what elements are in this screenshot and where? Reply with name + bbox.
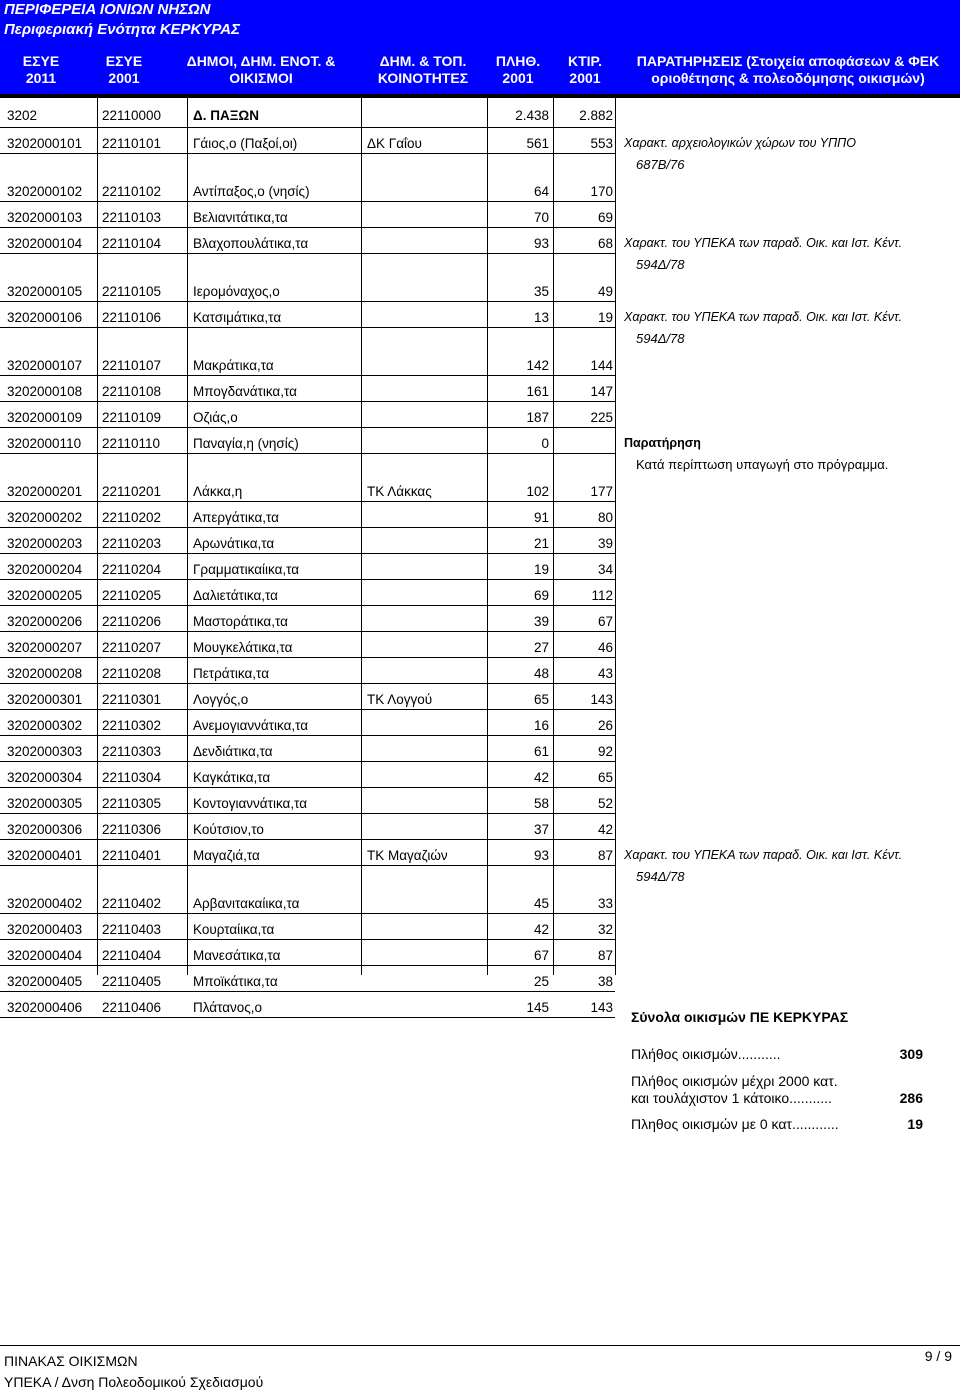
row-esye2001: 22110302 <box>102 718 162 733</box>
row-settlement-name: Κοντογιαννάτικα,τα <box>193 796 308 811</box>
row-esye2001: 22110105 <box>102 284 162 299</box>
row-settlement-name: Βελιανιτάτικα,τα <box>193 210 288 225</box>
row-esye2011: 3202000303 <box>7 744 83 759</box>
row-settlement-name: Γραμματικαίικα,τα <box>193 562 300 577</box>
row-settlement-name: Αντίπαξος,ο (νησίς) <box>193 184 310 199</box>
footer-table-name: ΠΙΝΑΚΑΣ ΟΙΚΙΣΜΩΝ <box>4 1353 138 1369</box>
row-population: 27 <box>533 640 549 655</box>
row-settlement-name: Μακράτικα,τα <box>193 358 274 373</box>
row-community: ΤΚ Λάκκας <box>367 484 432 499</box>
row-population: 161 <box>526 384 549 399</box>
row-settlement-name: Κατσιμάτικα,τα <box>193 310 282 325</box>
row-divider <box>0 253 615 254</box>
row-esye2011: 3202000201 <box>7 484 83 499</box>
row-population: 64 <box>533 184 549 199</box>
col-divider-4 <box>487 94 488 975</box>
col-buildings: ΚΤΙΡ. 2001 <box>568 53 602 86</box>
col-divider-6 <box>615 94 616 975</box>
unit-row <box>0 104 960 129</box>
row-settlement-name: Ιερομόναχος,ο <box>193 284 280 299</box>
row-divider <box>0 939 615 940</box>
table-row <box>0 232 960 279</box>
row-buildings: 225 <box>590 410 613 425</box>
row-divider <box>0 657 615 658</box>
row-esye2011: 3202000205 <box>7 588 83 603</box>
row-divider <box>0 865 615 866</box>
table-row <box>0 132 960 179</box>
row-divider <box>0 683 615 684</box>
row-divider <box>0 631 615 632</box>
row-population: 145 <box>526 1000 549 1015</box>
row-divider <box>0 605 615 606</box>
unit-esye2001: 22110000 <box>102 108 162 123</box>
row-esye2011: 3202000107 <box>7 358 83 373</box>
row-esye2001: 22110406 <box>102 1000 162 1015</box>
row-population: 187 <box>526 410 549 425</box>
row-esye2001: 22110102 <box>102 184 162 199</box>
row-esye2011: 3202000402 <box>7 896 83 911</box>
row-esye2001: 22110405 <box>102 974 162 989</box>
unit-title: Περιφεριακή Ενότητα ΚΕΡΚΥΡΑΣ <box>4 21 240 38</box>
row-population: 16 <box>533 718 549 733</box>
row-buildings: 69 <box>597 210 613 225</box>
row-buildings: 143 <box>590 692 613 707</box>
table-row <box>0 844 960 891</box>
row-divider <box>0 453 615 454</box>
row-divider <box>0 201 615 202</box>
row-buildings: 144 <box>590 358 613 373</box>
row-divider <box>0 227 615 228</box>
row-divider <box>0 1017 615 1018</box>
row-buildings: 67 <box>597 614 613 629</box>
row-settlement-name: Απεργάτικα,τα <box>193 510 279 525</box>
row-settlement-name: Ανεμογιαννάτικα,τα <box>193 718 309 733</box>
summary-under2000-label-1: Πλήθος οικισμών μέχρι 2000 κατ. <box>631 1073 838 1089</box>
row-note-title: Παρατήρηση <box>624 436 701 450</box>
col-divider-2 <box>187 94 188 975</box>
row-esye2001: 22110201 <box>102 484 162 499</box>
footer-department: ΥΠΕΚΑ / Δνση Πολεοδομικού Σχεδιασμού <box>4 1374 264 1390</box>
table-row <box>0 306 960 353</box>
col-esye2011: ΕΣΥΕ 2011 <box>22 53 60 86</box>
row-population: 69 <box>533 588 549 603</box>
row-esye2011: 3202000208 <box>7 666 83 681</box>
row-esye2011: 3202000304 <box>7 770 83 785</box>
row-esye2001: 22110303 <box>102 744 162 759</box>
row-divider <box>0 153 615 154</box>
row-esye2001: 22110104 <box>102 236 162 251</box>
row-esye2011: 3202000403 <box>7 922 83 937</box>
col-divider-1 <box>97 94 98 975</box>
row-buildings: 92 <box>597 744 613 759</box>
row-esye2011: 3202000105 <box>7 284 83 299</box>
row-esye2011: 3202000106 <box>7 310 83 325</box>
row-note-detail: 594Δ/78 <box>636 869 685 884</box>
row-esye2001: 22110204 <box>102 562 162 577</box>
row-divider <box>0 761 615 762</box>
row-settlement-name: Λάκκα,η <box>193 484 243 499</box>
row-population: 25 <box>533 974 549 989</box>
row-population: 142 <box>526 358 549 373</box>
row-divider <box>0 401 615 402</box>
row-population: 48 <box>533 666 549 681</box>
unit-population: 2.438 <box>515 108 549 123</box>
row-settlement-name: Μαγαζιά,τα <box>193 848 260 863</box>
row-population: 70 <box>533 210 549 225</box>
row-esye2001: 22110107 <box>102 358 162 373</box>
row-settlement-name: Δενδιάτικα,τα <box>193 744 273 759</box>
table-row <box>0 432 960 479</box>
row-esye2001: 22110106 <box>102 310 162 325</box>
row-esye2011: 3202000206 <box>7 614 83 629</box>
row-esye2001: 22110306 <box>102 822 162 837</box>
summary-title: Σύνολα οικισμών ΠΕ ΚΕΡΚΥΡΑΣ <box>631 1009 849 1025</box>
row-buildings: 80 <box>597 510 613 525</box>
row-buildings: 170 <box>590 184 613 199</box>
row-note-detail: 687Β/76 <box>636 157 685 172</box>
row-note-title: Χαρακτ. του ΥΠΕΚΑ των παραδ. Οικ. και Ιστ. Κέντ. <box>624 848 903 862</box>
row-buildings: 33 <box>597 896 613 911</box>
row-esye2011: 3202000203 <box>7 536 83 551</box>
row-population: 93 <box>533 236 549 251</box>
row-settlement-name: Μουγκελάτικα,τα <box>193 640 293 655</box>
col-municipality: ΔΗΜΟΙ, ΔΗΜ. ΕΝΟΤ. & ΟΙΚΙΣΜΟΙ <box>186 53 336 86</box>
summary-count-value: 309 <box>899 1046 923 1062</box>
row-note-detail: 594Δ/78 <box>636 257 685 272</box>
row-population: 19 <box>533 562 549 577</box>
row-buildings: 46 <box>597 640 613 655</box>
row-divider <box>0 579 615 580</box>
header-separator <box>0 94 960 98</box>
row-population: 93 <box>533 848 549 863</box>
row-divider <box>0 501 615 502</box>
row-divider <box>0 301 615 302</box>
row-settlement-name: Μποϊκάτικα,τα <box>193 974 278 989</box>
row-divider <box>0 709 615 710</box>
row-settlement-name: Παναγία,η (νησίς) <box>193 436 299 451</box>
row-buildings: 32 <box>597 922 613 937</box>
row-divider <box>0 375 615 376</box>
row-esye2011: 3202000207 <box>7 640 83 655</box>
row-buildings: 42 <box>597 822 613 837</box>
row-buildings: 49 <box>597 284 613 299</box>
row-population: 91 <box>533 510 549 525</box>
footer-line <box>0 1345 960 1346</box>
row-divider <box>0 527 615 528</box>
row-divider <box>0 839 615 840</box>
row-esye2011: 3202000405 <box>7 974 83 989</box>
row-divider <box>0 813 615 814</box>
row-note-detail: Κατά περίπτωση υπαγωγή στο πρόγραμμα. <box>636 457 889 472</box>
row-settlement-name: Δαλιετάτικα,τα <box>193 588 278 603</box>
summary-zero-label: Πληθος οικισμών με 0 κατ............ <box>631 1116 839 1132</box>
row-settlement-name: Πλάτανος,ο <box>193 1000 263 1015</box>
row-buildings: 26 <box>597 718 613 733</box>
row-settlement-name: Λογγός,ο <box>193 692 249 707</box>
row-esye2011: 3202000301 <box>7 692 83 707</box>
row-divider <box>0 427 615 428</box>
row-population: 42 <box>533 922 549 937</box>
col-community: ΔΗΜ. & ΤΟΠ. ΚΟΙΝΟΤΗΤΕΣ <box>377 53 469 86</box>
row-esye2011: 3202000108 <box>7 384 83 399</box>
row-buildings: 112 <box>591 588 613 603</box>
row-settlement-name: Αρβανιτακαίικα,τα <box>193 896 300 911</box>
summary-count-label: Πλήθος οικισμών........... <box>631 1046 781 1062</box>
row-settlement-name: Καγκάτικα,τα <box>193 770 271 785</box>
row-settlement-name: Μανεσάτικα,τα <box>193 948 281 963</box>
row-note-title: Χαρακτ. του ΥΠΕΚΑ των παραδ. Οικ. και Ιστ. Κέντ. <box>624 310 903 324</box>
row-divider <box>0 787 615 788</box>
row-community: ΤΚ Μαγαζιών <box>367 848 448 863</box>
row-esye2001: 22110202 <box>102 510 162 525</box>
row-esye2001: 22110101 <box>102 136 162 151</box>
row-buildings: 143 <box>590 1000 613 1015</box>
row-esye2011: 3202000202 <box>7 510 83 525</box>
row-esye2001: 22110108 <box>102 384 162 399</box>
row-settlement-name: Γάιος,ο (Παξοί,οι) <box>193 136 298 151</box>
unit-name: Δ. ΠΑΞΩΝ <box>193 108 259 123</box>
unit-buildings: 2.882 <box>579 108 613 123</box>
row-settlement-name: Κουρταίικα,τα <box>193 922 275 937</box>
row-population: 42 <box>533 770 549 785</box>
row-esye2001: 22110208 <box>102 666 162 681</box>
row-population: 67 <box>533 948 549 963</box>
row-esye2001: 22110401 <box>102 848 162 863</box>
region-title: ΠΕΡΙΦΕΡΕΙΑ ΙΟΝΙΩΝ ΝΗΣΩΝ <box>4 1 211 18</box>
summary-under2000-label-2: και τουλάχιστον 1 κάτοικο........... <box>631 1090 832 1106</box>
row-buildings: 43 <box>597 666 613 681</box>
row-esye2001: 22110110 <box>102 436 161 451</box>
row-buildings: 553 <box>590 136 613 151</box>
row-esye2001: 22110103 <box>102 210 162 225</box>
row-note-title: Χαρακτ. αρχειολογικών χώρων του ΥΠΠΟ <box>624 136 856 150</box>
row-esye2011: 3202000302 <box>7 718 83 733</box>
row-esye2001: 22110403 <box>102 922 162 937</box>
row-community: ΔΚ Γαΐου <box>367 136 422 151</box>
row-population: 561 <box>526 136 549 151</box>
row-esye2001: 22110404 <box>102 948 162 963</box>
col-population: ΠΛΗΘ. 2001 <box>495 53 541 86</box>
row-population: 65 <box>533 692 549 707</box>
row-esye2011: 3202000110 <box>7 436 82 451</box>
unit-esye2011: 3202 <box>7 108 38 123</box>
col-esye2001: ΕΣΥΕ 2001 <box>105 53 143 86</box>
row-population: 13 <box>533 310 549 325</box>
row-note-detail: 594Δ/78 <box>636 331 685 346</box>
row-buildings: 147 <box>590 384 613 399</box>
col-notes: ΠΑΡΑΤΗΡΗΣΕΙΣ (Στοιχεία αποφάσεων & ΦΕΚ οριοθέτησης & πολεοδόμησης οικισμών) <box>636 53 940 86</box>
row-divider <box>0 913 615 914</box>
summary-under2000-value: 286 <box>899 1090 923 1106</box>
row-population: 35 <box>533 284 549 299</box>
row-divider <box>0 553 615 554</box>
row-esye2011: 3202000102 <box>7 184 83 199</box>
row-population: 39 <box>533 614 549 629</box>
row-esye2011: 3202000305 <box>7 796 83 811</box>
row-esye2011: 3202000406 <box>7 1000 83 1015</box>
row-settlement-name: Αρωνάτικα,τα <box>193 536 275 551</box>
row-population: 37 <box>533 822 549 837</box>
row-divider <box>0 991 615 992</box>
row-esye2011: 3202000404 <box>7 948 83 963</box>
row-population: 45 <box>533 896 549 911</box>
col-divider-5 <box>553 94 554 975</box>
row-buildings: 39 <box>597 536 613 551</box>
row-esye2011: 3202000204 <box>7 562 83 577</box>
row-buildings: 68 <box>597 236 613 251</box>
row-settlement-name: Μπογδανάτικα,τα <box>193 384 297 399</box>
row-esye2011: 3202000401 <box>7 848 83 863</box>
row-esye2001: 22110304 <box>102 770 162 785</box>
row-population: 102 <box>526 484 549 499</box>
row-buildings: 87 <box>597 848 613 863</box>
row-esye2001: 22110402 <box>102 896 162 911</box>
row-buildings: 65 <box>597 770 613 785</box>
row-divider <box>0 965 615 966</box>
row-population: 58 <box>533 796 549 811</box>
row-esye2001: 22110109 <box>102 410 162 425</box>
row-settlement-name: Βλαχοπουλάτικα,τα <box>193 236 309 251</box>
col-divider-3 <box>361 94 362 975</box>
row-divider <box>0 327 615 328</box>
row-settlement-name: Κούτσιον,το <box>193 822 264 837</box>
row-settlement-name: Μαστοράτικα,τα <box>193 614 288 629</box>
row-esye2001: 22110203 <box>102 536 162 551</box>
row-buildings: 177 <box>590 484 613 499</box>
row-esye2001: 22110205 <box>102 588 162 603</box>
row-esye2001: 22110301 <box>102 692 162 707</box>
row-esye2011: 3202000306 <box>7 822 83 837</box>
row-buildings: 38 <box>597 974 613 989</box>
row-esye2011: 3202000104 <box>7 236 83 251</box>
row-esye2001: 22110206 <box>102 614 162 629</box>
row-note-title: Χαρακτ. του ΥΠΕΚΑ των παραδ. Οικ. και Ιστ. Κέντ. <box>624 236 903 250</box>
row-buildings: 34 <box>597 562 613 577</box>
row-population: 0 <box>541 436 549 451</box>
row-community: ΤΚ Λογγού <box>367 692 433 707</box>
row-divider <box>0 735 615 736</box>
row-esye2001: 22110305 <box>102 796 162 811</box>
row-esye2001: 22110207 <box>102 640 162 655</box>
row-buildings: 87 <box>597 948 613 963</box>
row-population: 21 <box>533 536 549 551</box>
row-buildings: 52 <box>597 796 613 811</box>
footer-page-number: 9 / 9 <box>924 1348 952 1364</box>
row-esye2011: 3202000103 <box>7 210 83 225</box>
row-buildings: 19 <box>597 310 613 325</box>
summary-zero-value: 19 <box>907 1116 923 1132</box>
row-population: 61 <box>533 744 549 759</box>
row-settlement-name: Οζιάς,ο <box>193 410 238 425</box>
row-settlement-name: Πετράτικα,τα <box>193 666 270 681</box>
unit-row-line <box>0 127 615 128</box>
row-esye2011: 3202000109 <box>7 410 83 425</box>
row-esye2011: 3202000101 <box>7 136 83 151</box>
